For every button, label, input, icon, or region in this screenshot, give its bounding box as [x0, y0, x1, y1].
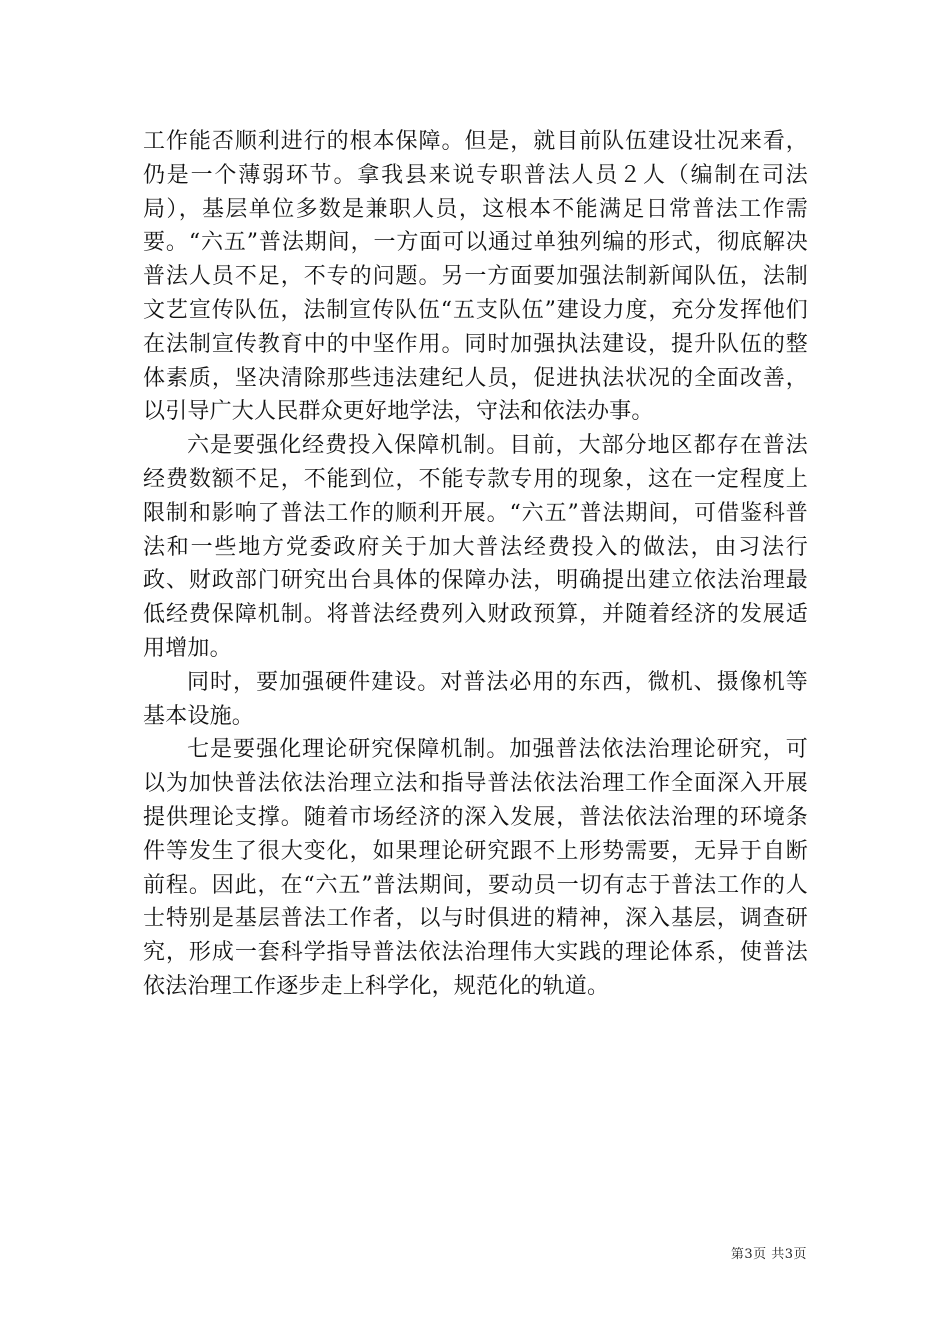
paragraph-4: 七是要强化理论研究保障机制。加强普法依法治理论研究，可以为加快普法依法治理立法和指导普法依法治理工作全面深入开展提供理论支撑。随着市场经济的深入发展，普法依法治理的环境条件等发生了很大变化，如果理论研究跟不上形势需要，无异于自断前程。因此，在“六五”普法期间，要动员一切有志于普法工作的人士特别是基层普法工作者，以与时俱进的精神，深入基层，调查研究，形成一套科学指导普法依法治理伟大实践的理论体系，使普法依法治理工作逐步走上科学化，规范化的轨道。 [143, 737, 808, 999]
document-body [143, 125, 808, 1004]
paragraph-3: 同时，要加强硬件建设。对普法必用的东西，微机、摄像机等基本设施。 [143, 669, 808, 729]
page-number-footer: 第3页 共3页 [730, 1247, 807, 1262]
paragraph-2: 六是要强化经费投入保障机制。目前，大部分地区都存在普法经费数额不足，不能到位，不能专款专用的现象，这在一定程度上限制和影响了普法工作的顺利开展。“六五”普法期间，可借鉴科普法和一些地方党委政府关于加大普法经费投入的做法，由习法行政、财政部门研究出台具体的保障办法，明确提出建立依法治理最低经费保障机制。将普法经费列入财政预算，并随着经济的发展适用增加。 [143, 433, 808, 661]
paragraph-1: 工作能否顺利进行的根本保障。但是，就目前队伍建设壮况来看，仍是一个薄弱环节。拿我县来说专职普法人员２人（编制在司法局），基层单位多数是兼职人员，这根本不能满足日常普法工作需要。“六五”普法期间，一方面可以通过单独列编的形式，彻底解决普法人员不足，不专的问题。另一方面要加强法制新闻队伍，法制文艺宣传队伍，法制宣传队伍“五支队伍”建设力度，充分发挥他们在法制宣传教育中的中坚作用。同时加强执法建设，提升队伍的整体素质，坚决清除那些违法建纪人员，促进执法状况的全面改善，以引导广大人民群众更好地学法，守法和依法办事。 [143, 129, 808, 425]
